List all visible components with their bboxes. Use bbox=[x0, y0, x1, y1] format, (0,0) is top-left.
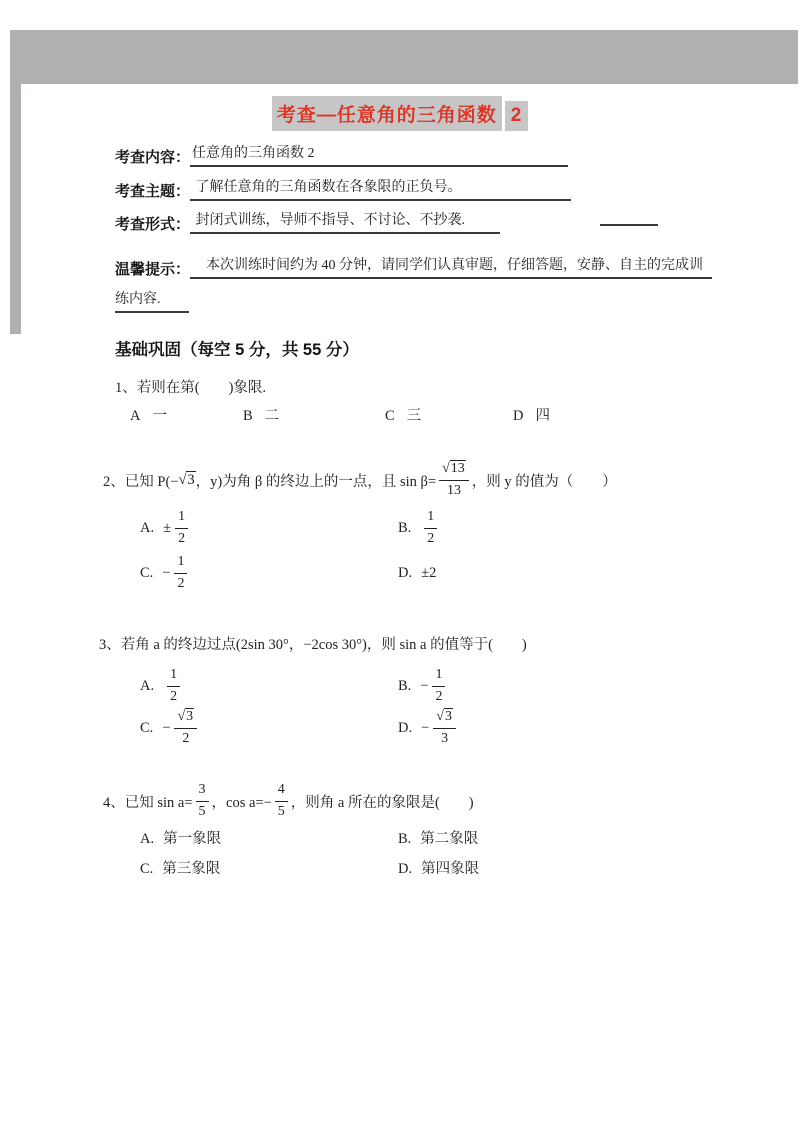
scan-border-left bbox=[10, 30, 21, 334]
field-value-underlined: 本次训练时间约为 40 分钟，请同学们认真审题，仔细答题，安静、自主的完成训 bbox=[190, 254, 712, 279]
minus-sign: − bbox=[421, 719, 430, 736]
scan-border-top bbox=[10, 30, 798, 84]
fraction-denominator: 5 bbox=[198, 803, 206, 819]
option-text: ±2 bbox=[421, 564, 437, 581]
fraction-numerator bbox=[174, 708, 197, 728]
radicand: 3 bbox=[187, 471, 195, 488]
fraction-3-over-5 bbox=[196, 781, 209, 820]
q3-option-c bbox=[140, 706, 200, 750]
radical-sign: √ bbox=[178, 471, 187, 488]
stem-text: 2、已知 P(− bbox=[103, 473, 179, 490]
q3-options-row-1 bbox=[0, 664, 700, 708]
field-exam-format bbox=[115, 209, 500, 234]
fraction-denominator: 2 bbox=[170, 688, 178, 704]
fraction-numerator bbox=[439, 460, 469, 480]
blank-underline-segment bbox=[600, 210, 658, 226]
fraction-numerator: 1 bbox=[174, 553, 187, 573]
option-text: 第二象限 bbox=[420, 831, 479, 847]
option-text: 第三象限 bbox=[162, 861, 221, 877]
document-title bbox=[0, 96, 800, 131]
q3-options-row-2 bbox=[0, 706, 700, 750]
question-2-stem bbox=[103, 458, 617, 502]
q3-option-d bbox=[398, 706, 459, 750]
q4-option-d bbox=[398, 857, 479, 878]
minus-sign: − bbox=[162, 719, 171, 736]
q3-option-a bbox=[140, 664, 183, 708]
fraction bbox=[432, 666, 445, 705]
question-3-stem: 3、若角 a 的终边过点(2sin 30°，−2cos 30°)，则 sin a 的值等于( ) bbox=[99, 637, 527, 653]
minus-sign: − bbox=[162, 564, 171, 581]
q1-option-a bbox=[130, 404, 167, 425]
question-4-stem bbox=[103, 779, 474, 823]
option-text: 一 bbox=[152, 408, 167, 424]
minus-sign: − bbox=[420, 677, 429, 694]
fraction-numerator: 1 bbox=[424, 508, 437, 528]
fraction bbox=[174, 553, 187, 592]
fraction bbox=[424, 508, 437, 547]
fraction-denominator: 13 bbox=[446, 482, 461, 498]
option-text: 二 bbox=[264, 408, 280, 424]
field-exam-content bbox=[115, 142, 568, 167]
fraction-numerator: 3 bbox=[196, 781, 209, 801]
fraction-denominator: 2 bbox=[182, 730, 190, 746]
q1-option-b bbox=[243, 404, 279, 425]
field-label: 考查主题： bbox=[115, 183, 191, 200]
option-letter: B. bbox=[398, 677, 412, 694]
title-number: 2 bbox=[505, 101, 529, 131]
q1-option-c bbox=[385, 404, 421, 425]
q1-option-d bbox=[513, 404, 550, 425]
fraction-denominator: 3 bbox=[441, 730, 449, 746]
field-tips bbox=[115, 254, 712, 279]
fraction-numerator: 1 bbox=[432, 666, 445, 686]
radicand: 3 bbox=[444, 709, 452, 725]
option-letter: A. bbox=[140, 677, 155, 694]
field-label: 温馨提示： bbox=[115, 261, 191, 278]
fraction-numerator: 1 bbox=[167, 666, 180, 686]
q2-option-b bbox=[398, 506, 440, 550]
q4-option-a bbox=[140, 827, 221, 848]
fraction-numerator bbox=[433, 708, 456, 728]
option-letter: D. bbox=[398, 861, 413, 877]
stem-text: ，则 y 的值为（ ） bbox=[471, 473, 617, 490]
fraction-4-over-5 bbox=[275, 781, 288, 820]
option-letter: B. bbox=[398, 519, 412, 536]
field-label: 考查形式： bbox=[115, 216, 191, 233]
option-letter: A. bbox=[140, 831, 155, 847]
option-letter: C bbox=[385, 408, 395, 424]
option-letter: D bbox=[513, 408, 524, 424]
option-text: 三 bbox=[406, 408, 422, 424]
fraction-sqrt bbox=[174, 708, 197, 747]
fraction-numerator: 4 bbox=[275, 781, 288, 801]
option-letter: A. bbox=[140, 519, 155, 536]
radical-sign: √ bbox=[177, 709, 186, 725]
option-letter: D. bbox=[398, 564, 413, 581]
stem-text: ，则角 a 所在的象限是( ) bbox=[290, 794, 474, 811]
q4-option-c bbox=[140, 857, 220, 878]
radical-sign: √ bbox=[442, 461, 450, 477]
field-value-underlined: 封闭式训练，导师不指导、不讨论、不抄袭. bbox=[190, 209, 500, 234]
field-value-underlined: 练内容. bbox=[115, 288, 189, 313]
section-heading: 基础巩固（每空 5 分，共 55 分） bbox=[115, 341, 359, 359]
option-letter: C. bbox=[140, 719, 154, 736]
stem-text: 4、已知 sin a= bbox=[103, 794, 193, 811]
option-letter: C. bbox=[140, 564, 154, 581]
stem-text: ，cos a=− bbox=[211, 794, 272, 811]
option-letter: B bbox=[243, 408, 253, 424]
stem-text: ，y)为角 β 的终边上的一点，且 sin β= bbox=[195, 473, 437, 490]
option-letter: B. bbox=[398, 831, 412, 847]
q2-option-d bbox=[398, 551, 436, 595]
radicand: 3 bbox=[186, 709, 194, 725]
q2-options-row-2 bbox=[0, 551, 700, 595]
q2-option-c bbox=[140, 551, 190, 595]
option-letter: D. bbox=[398, 719, 413, 736]
q2-options-row-1 bbox=[0, 506, 700, 550]
fraction-numerator: 1 bbox=[175, 508, 188, 528]
field-value-underlined: 了解任意角的三角函数在各象限的正负号。 bbox=[190, 176, 571, 201]
field-label: 考查内容： bbox=[115, 149, 191, 166]
fraction bbox=[175, 508, 188, 547]
fraction-denominator: 5 bbox=[277, 803, 285, 819]
field-tips-continuation bbox=[115, 288, 189, 313]
fraction bbox=[167, 666, 180, 705]
fraction-denominator: 2 bbox=[435, 688, 443, 704]
q2-option-a bbox=[140, 506, 191, 550]
option-text: 四 bbox=[535, 408, 550, 424]
radical-sign: √ bbox=[436, 709, 444, 725]
radicand: 13 bbox=[450, 461, 465, 477]
fraction-sqrt bbox=[433, 708, 456, 747]
title-text: 考查—任意角的三角函数 bbox=[272, 96, 502, 131]
option-letter: A bbox=[130, 408, 141, 424]
plus-minus-sign: ± bbox=[163, 519, 172, 536]
fraction-denominator: 2 bbox=[177, 575, 185, 591]
field-value-underlined: 任意角的三角函数 2 bbox=[190, 142, 568, 167]
q3-option-b bbox=[398, 664, 448, 708]
option-text: 第四象限 bbox=[421, 861, 480, 877]
fraction-denominator: 2 bbox=[427, 530, 435, 546]
radical bbox=[178, 472, 195, 489]
fraction-sqrt13-over-13 bbox=[439, 460, 469, 499]
field-exam-topic bbox=[115, 176, 571, 201]
question-1-stem: 1、若则在第( )象限. bbox=[115, 380, 267, 396]
fraction-denominator: 2 bbox=[178, 530, 186, 546]
q4-option-b bbox=[398, 827, 478, 848]
option-text: 第一象限 bbox=[163, 831, 222, 847]
option-letter: C. bbox=[140, 861, 154, 877]
